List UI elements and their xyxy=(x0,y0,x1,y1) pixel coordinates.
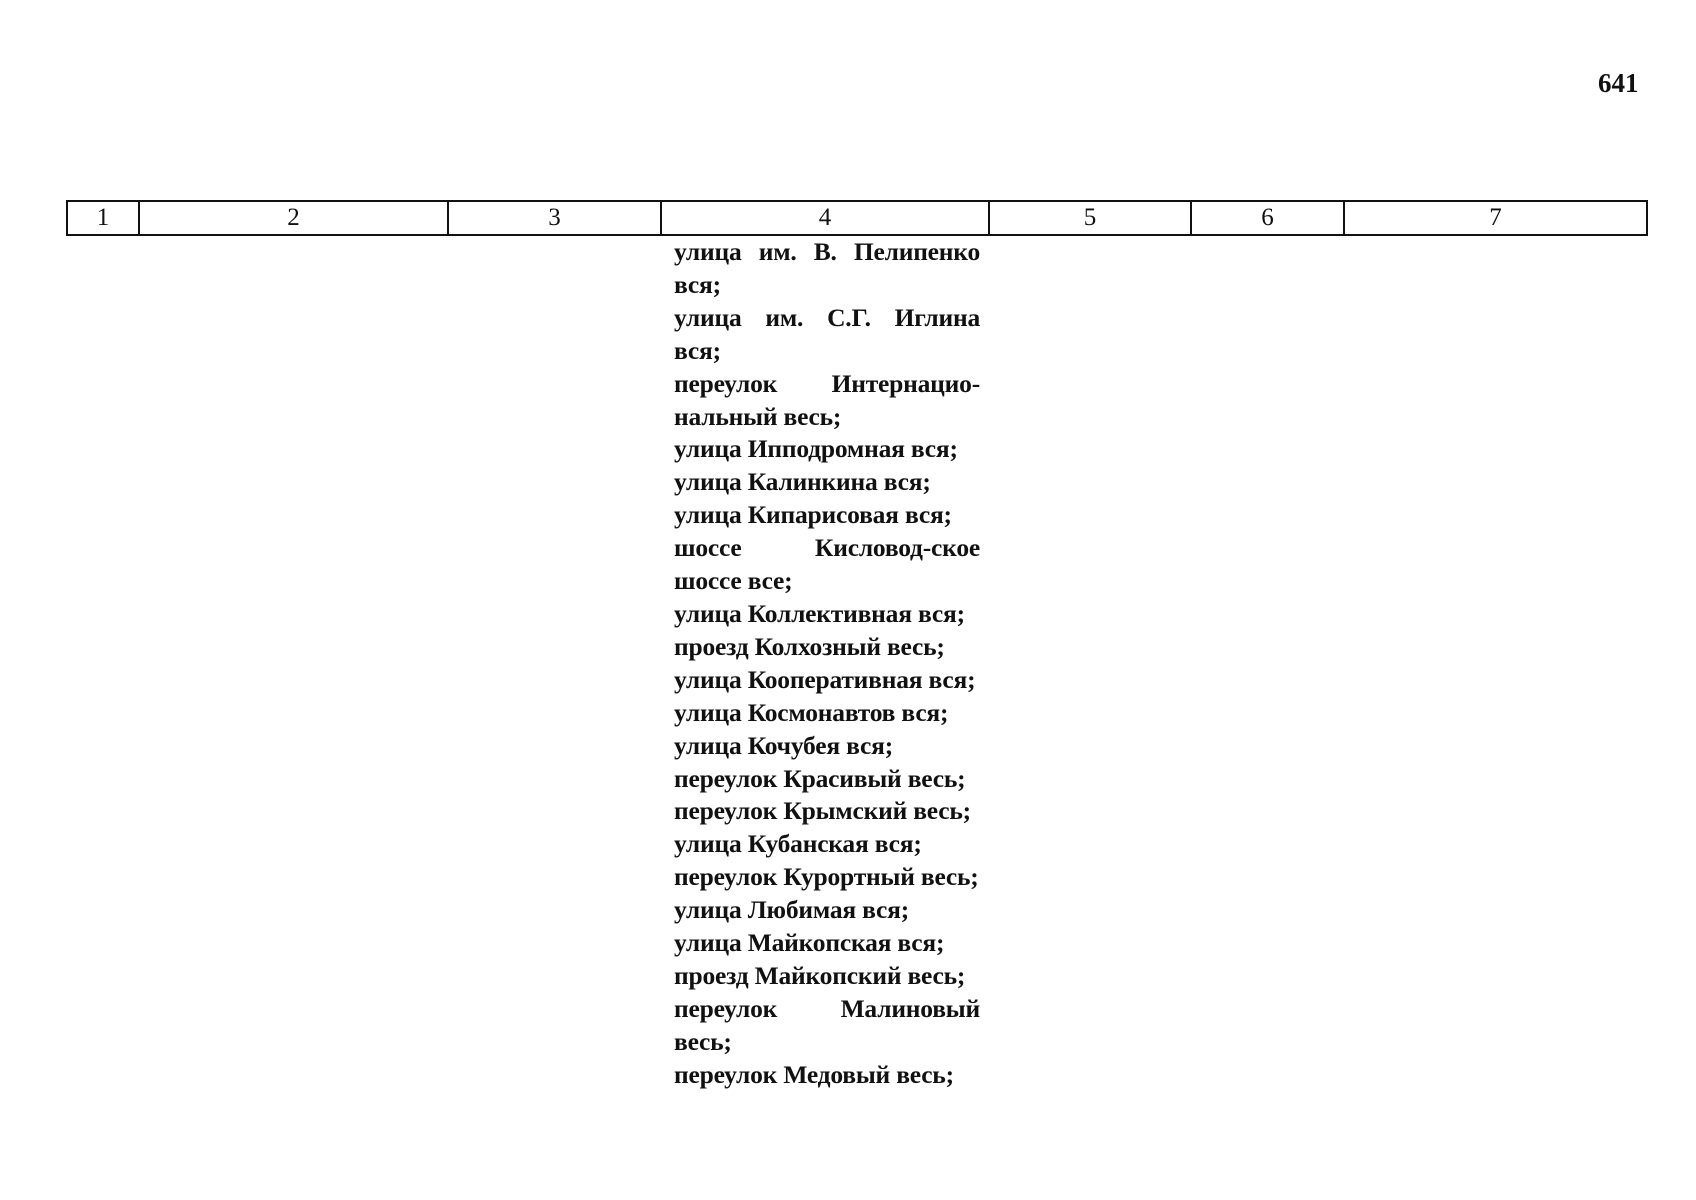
street-entry: переулок Малиновый весь; xyxy=(674,993,980,1056)
street-entry: переулок Интернацио-нальный весь; xyxy=(674,368,980,431)
column-header-3: 3 xyxy=(448,201,661,235)
street-entry: улица им. В. Пелипенко вся; xyxy=(674,237,980,299)
column-header-5: 5 xyxy=(989,201,1191,235)
street-entry: улица Кубанская вся; xyxy=(674,829,922,859)
street-entry: переулок Красивый весь; xyxy=(674,763,966,793)
page-number: 641 xyxy=(1598,68,1639,98)
street-entry: улица Кипарисовая вся; xyxy=(674,500,952,530)
column-header-6: 6 xyxy=(1191,201,1344,235)
street-entry: улица Ипподромная вся; xyxy=(674,434,958,464)
street-entry: переулок Курортный весь; xyxy=(674,862,979,892)
street-entry: улица Калинкина вся; xyxy=(674,467,931,497)
column-header-7: 7 xyxy=(1344,201,1647,235)
street-entry: переулок Медовый весь; xyxy=(674,1059,954,1089)
street-entry: улица Космонавтов вся; xyxy=(674,697,949,727)
street-entry: улица им. С.Г. Иглина вся; xyxy=(674,302,980,365)
column-4-street-list xyxy=(674,236,980,1092)
street-entry: проезд Майкопский весь; xyxy=(674,960,966,990)
street-entry: улица Любимая вся; xyxy=(674,895,910,925)
street-entry: улица Майкопская вся; xyxy=(674,928,945,958)
street-entry: улица Кооперативная вся; xyxy=(674,664,976,694)
column-header-4: 4 xyxy=(661,201,989,235)
street-entry: переулок Крымский весь; xyxy=(674,796,971,826)
street-entry: улица Кочубея вся; xyxy=(674,730,894,760)
street-entry: проезд Колхозный весь; xyxy=(674,631,945,661)
street-entry: шоссе Кисловод-ское шоссе все; xyxy=(674,533,980,596)
table-header-row xyxy=(66,200,1648,236)
column-header-2: 2 xyxy=(139,201,448,235)
column-header-1: 1 xyxy=(67,201,139,235)
street-entry: улица Коллективная вся; xyxy=(674,598,965,628)
